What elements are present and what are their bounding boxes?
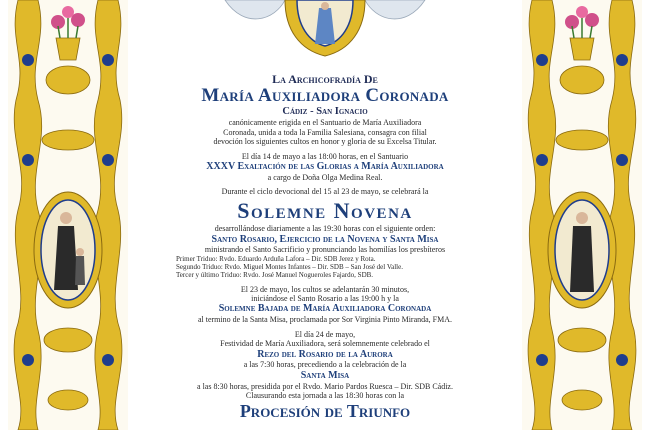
procesion-title: Procesión de Triunfo xyxy=(239,400,411,421)
intro-line: Coronada, unida a toda la Familia Salesiana, consagra con filial xyxy=(223,127,427,137)
festividad-line: a las 8:30 horas, presidida por el Rvdo. Mario Pardos Ruesca – Dir. SDB Cádiz. xyxy=(197,381,453,391)
festividad-line: a las 7:30 horas, precediendo a la celebración de la xyxy=(243,360,407,370)
header-line-1: La Archicofradía De xyxy=(272,72,378,86)
novena-ministry: ministrando el Santo Sacrificio y pronunciando las homilías los presbíteros xyxy=(204,245,446,255)
novena-order: Santo Rosario, Ejercicio de la Novena y Santa Misa xyxy=(211,233,439,245)
header-location: Cádiz - San Ignacio xyxy=(282,106,368,118)
bajada-line: El 23 de mayo, los cultos se adelantarán 30 minutos, xyxy=(240,284,410,294)
triduo-line: Primer Triduo: Rvdo. Eduardo Arduña Lafora – Dir. SDB Jerez y Rota. xyxy=(176,254,376,263)
exaltacion-by: a cargo de Doña Olga Medina Real. xyxy=(267,173,383,183)
novena-intro: Durante el ciclo devocional del 15 al 23 de mayo, se celebrará la xyxy=(221,187,429,197)
novena-title: Solemne Novena xyxy=(237,197,413,223)
festividad-line: Clausurando esta jornada a las 18:30 horas con la xyxy=(245,391,405,401)
bajada-title: Solemne Bajada de María Auxiliadora Coronada xyxy=(218,303,432,315)
triduo-line: Segundo Triduo: Rvdo. Miguel Montes Infantes – Dir. SDB – San José del Valle. xyxy=(176,263,403,272)
bajada-line: iniciándose el Santo Rosario a las 19:00 h y la xyxy=(251,294,399,304)
festividad-line: Festividad de María Auxiliadora, será solemnemente celebrado el xyxy=(220,339,430,349)
bajada-line: al termino de la Santa Misa, proclamada por Sor Virginia Pinto Miranda, FMA. xyxy=(197,315,453,325)
intro-line: canónicamente erigida en el Santuario de María Auxiliadora xyxy=(228,118,422,128)
intro-line: devoción los siguientes cultos en honor y gloria de su Excelsa Titular. xyxy=(213,137,437,147)
announcement-text xyxy=(150,72,500,420)
exaltacion-title: XXXV Exaltación de las Glorias a María Auxiliadora xyxy=(206,161,444,173)
top-marian-medallion xyxy=(215,0,435,58)
triduo-line: Tercer y último Triduo: Rvdo. José Manuel Nogueroles Fajardo, SDB. xyxy=(176,271,374,280)
right-ornamental-border xyxy=(522,0,642,430)
exaltacion-date: El día 14 de mayo a las 18:00 horas, en el Santuario xyxy=(241,151,409,161)
header-title: María Auxiliadora Coronada xyxy=(201,85,449,107)
left-ornamental-border xyxy=(8,0,128,430)
misa-title: Santa Misa xyxy=(300,369,350,381)
novena-schedule: desarrollándose diariamente a las 19:30 horas con el siguiente orden: xyxy=(214,224,436,234)
festividad-line: El día 24 de mayo, xyxy=(294,329,356,339)
rosario-title: Rezo del Rosario de la Aurora xyxy=(257,348,393,360)
